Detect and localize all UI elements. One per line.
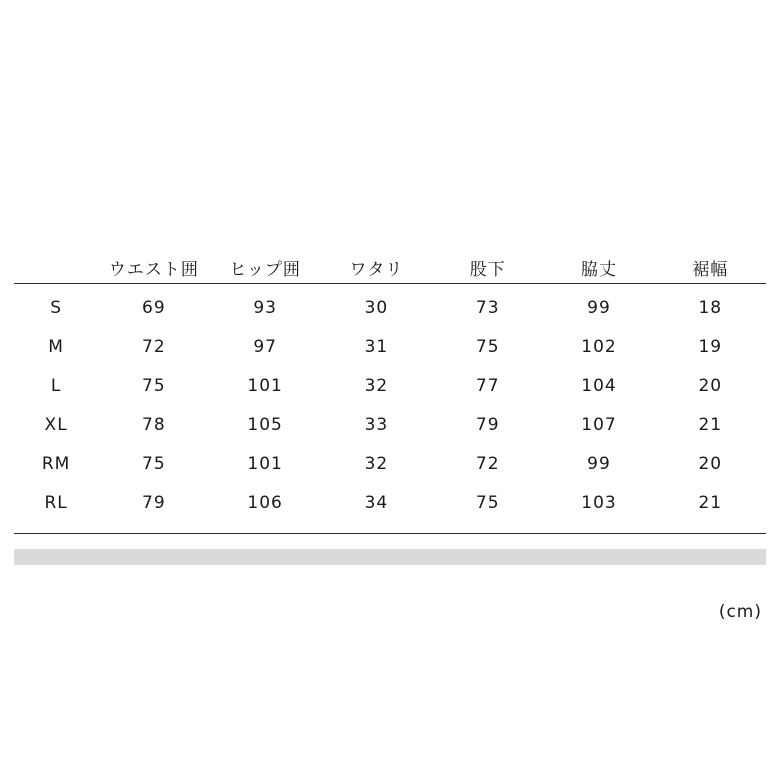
row-size-label: RL (44, 492, 68, 513)
cell-waist: 75 (142, 375, 166, 396)
cell-outseam: 104 (581, 375, 617, 396)
cell-hem: 18 (698, 297, 723, 318)
cell-thigh: 32 (364, 453, 389, 474)
cell-thigh: 30 (364, 297, 389, 318)
cell-waist: 79 (142, 492, 166, 513)
cell-hip: 101 (247, 375, 283, 396)
cell-hem: 21 (698, 492, 723, 513)
cell-inseam: 79 (475, 414, 500, 435)
row-size-label: M (48, 336, 64, 357)
cell-hip: 93 (253, 297, 277, 318)
cell-waist: 75 (142, 453, 166, 474)
table-row (14, 288, 766, 327)
column-header-hip: ヒップ囲 (229, 260, 301, 280)
table-bottom-divider (14, 533, 766, 534)
cell-hem: 19 (698, 336, 723, 357)
cell-hem: 21 (698, 414, 723, 435)
table-row (14, 483, 766, 522)
table-header-row (14, 228, 766, 288)
cell-outseam: 103 (581, 492, 617, 513)
cell-inseam: 72 (475, 453, 500, 474)
table-row (14, 444, 766, 483)
cell-hem: 20 (698, 453, 723, 474)
cell-outseam: 99 (587, 453, 611, 474)
cell-hem: 20 (698, 375, 723, 396)
column-header-inseam: 股下 (469, 260, 506, 280)
table-row (14, 327, 766, 366)
row-size-label: L (50, 375, 62, 396)
row-size-label: RM (41, 453, 71, 474)
cell-waist: 69 (142, 297, 166, 318)
column-header-size (14, 228, 98, 288)
cell-inseam: 75 (475, 336, 500, 357)
cell-hip: 97 (253, 336, 277, 357)
column-header-outseam: 脇丈 (580, 260, 617, 280)
table-row (14, 405, 766, 444)
cell-hip: 101 (247, 453, 283, 474)
cell-thigh: 34 (364, 492, 389, 513)
cell-hip: 106 (247, 492, 283, 513)
row-size-label: S (50, 297, 62, 318)
measurement-table (14, 228, 766, 522)
gray-band (14, 549, 766, 565)
table-top-divider (14, 283, 766, 284)
cell-hip: 105 (247, 414, 283, 435)
cell-inseam: 77 (475, 375, 500, 396)
cell-outseam: 99 (587, 297, 611, 318)
unit-note: (cm) (718, 602, 762, 622)
cell-waist: 72 (142, 336, 166, 357)
table-row (14, 366, 766, 405)
cell-outseam: 102 (581, 336, 617, 357)
cell-inseam: 75 (475, 492, 500, 513)
cell-inseam: 73 (475, 297, 500, 318)
row-size-label: XL (44, 414, 68, 435)
cell-waist: 78 (142, 414, 166, 435)
cell-thigh: 31 (364, 336, 389, 357)
column-header-thigh: ワタリ (349, 260, 404, 280)
cell-thigh: 33 (364, 414, 389, 435)
cell-thigh: 32 (364, 375, 389, 396)
cell-outseam: 107 (581, 414, 617, 435)
column-header-hem: 裾幅 (692, 260, 729, 280)
column-header-waist: ウエスト囲 (108, 260, 199, 280)
